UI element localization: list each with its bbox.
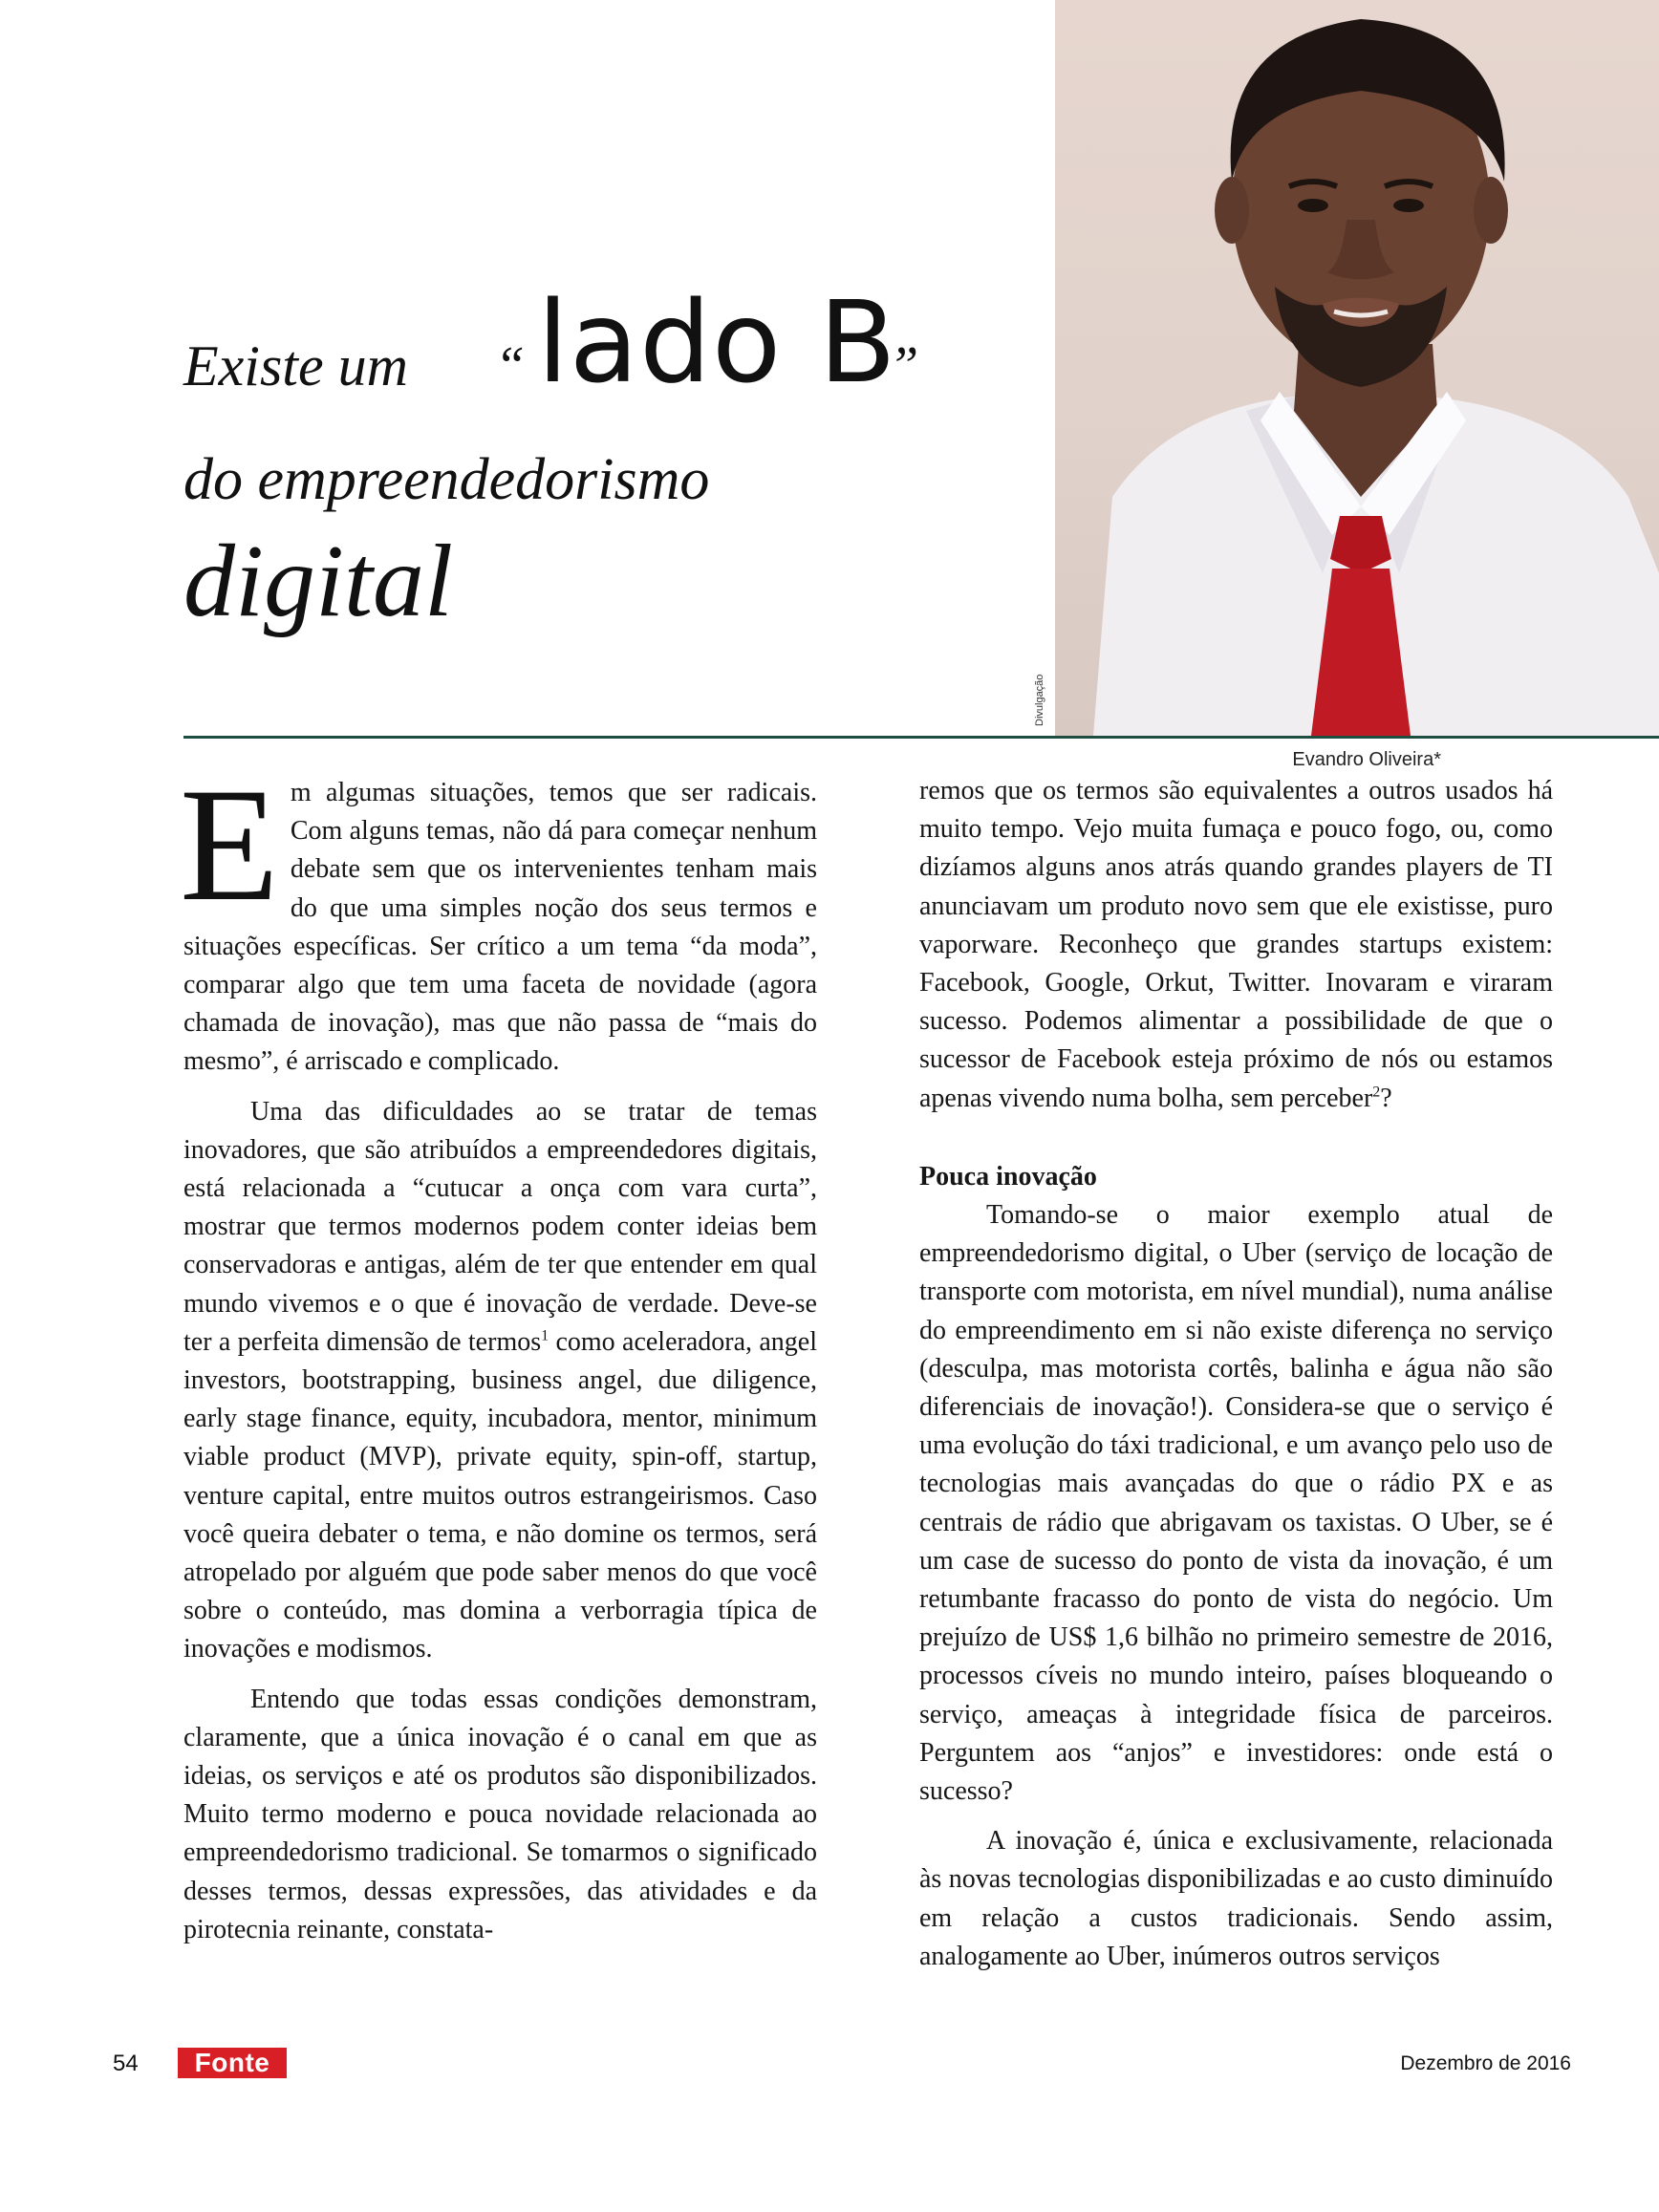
title-quote-close: ”: [889, 336, 919, 396]
paragraph: Entendo que todas essas condições demonstram, claramente, que a única inovação é o canal em que as ideias, os serviços e até os produtos são disponibilizados. Muito termo moderno e pouca novidade relacionada ao empreendedorismo tradicional. Se tomarmos o significado desses termos, dessas expressões, das atividades e da pirotecnia reinante, constata-: [183, 1684, 817, 1944]
title-line-3: digital: [183, 525, 454, 638]
title-quote-open: “: [495, 336, 526, 396]
paragraph: Tomando-se o maior exemplo atual de empreendedorismo digital, o Uber (serviço de locação de transporte com motorista, em nível mundial), numa análise do empreendimento em si não existe diferença no serviço (desculpa, mas motorista cortês, balinha e água não são diferenciais de inovação!). Considera-se que o serviço é uma evolução do táxi tradicional, e um avanço pelo uso de tecnologias mais avançadas do que o rádio PX e as centrais de rádio que abrigavam os taxistas. O Uber, se é um case de sucesso do ponto de vista da inovação, é um retumbante fracasso do ponto de vista do negócio. Um prejuízo de US$ 1,6 bilhão no primeiro semestre de 2016, processos cíveis no mundo inteiro, países bloqueando o serviço, ameaças à integridade física de parceiros. Perguntem aos “anjos” e investidores: onde está o sucesso?: [919, 1200, 1553, 1807]
title-line-2: do empreendedorismo: [183, 447, 710, 512]
title-highlight: lado B: [537, 276, 897, 408]
title-line-1: Existe um: [183, 334, 408, 397]
paragraph: Uma das dificuldades ao se tratar de temas inovadores, que são atribuídos a empreendedores digitais, está relacionada a “cutucar a onça com vara curta”, mostrar que termos modernos podem conter ideias bem conservadoras e antigas, além de ter que entender em qual mundo vivemos e o que é inovação de verdade. Deve-se ter a perfeita dimensão de termos$^1$ como aceleradora, angel investors, bootstrapping, business angel, due diligence, early stage finance, equity, incubadora, mentor, minimum viable product (MVP), private equity, spin-off, startup, venture capital, entre muitos outros estrangeirismos. Caso você queira debater o tema, e não domine os termos, será atropelado por alguém que pode saber menos do que você sobre o conteúdo, mas domina a verborragia típica de inovações e modismos.: [183, 1096, 817, 1664]
article-column-left: [180, 755, 817, 1949]
article-column-right: [919, 772, 1553, 1976]
paragraph: A inovação é, única e exclusivamente, relacionada às novas tecnologias disponibilizadas e ao custo diminuído em relação a custos tradicionais. Sendo assim, analogamente ao Uber, inúmeros outros serviços: [919, 1826, 1553, 1971]
footnote-ref: 1: [541, 1327, 549, 1344]
page-number: 54: [113, 2051, 139, 2076]
author-photo: [1055, 0, 1659, 736]
drop-cap: E: [180, 755, 279, 934]
photo-credit: Divulgação: [1034, 674, 1045, 726]
paragraph: remos que os termos são equivalentes a outros usados há muito tempo. Vejo muita fumaça e pouco fogo, ou, como dizíamos alguns anos atrás quando grandes players de TI anunciavam um produto novo sem que ele existisse, puro vaporware. Reconheço que grandes startups existem: Facebook, Google, Orkut, Twitter. Inovaram e viraram sucesso. Podemos alimentar a possibilidade de que o sucessor de Facebook esteja próximo de nós ou estamos apenas vivendo numa bolha, sem perceber$^2$?: [919, 776, 1553, 1113]
magazine-logo: Fonte: [178, 2048, 287, 2078]
author-name: Evandro Oliveira*: [1292, 749, 1441, 770]
footnote-ref: 2: [1372, 1084, 1381, 1101]
paragraph: Em algumas situações, temos que ser radicais. Com alguns temas, não dá para começar nenhum debate sem que os intervenientes tenham mais do que uma simples noção dos seus termos e situações específicas. Ser crítico a um tema “da moda”, comparar algo que tem uma faceta de novidade (agora chamada de inovação), mas que não passa de “mais do mesmo”, é arriscado e complicado.: [180, 755, 817, 1077]
section-divider: [183, 736, 1659, 739]
portrait-illustration: [1055, 0, 1659, 736]
issue-date: Dezembro de 2016: [1400, 2052, 1571, 2074]
section-heading: Pouca inovação: [919, 1161, 1097, 1192]
